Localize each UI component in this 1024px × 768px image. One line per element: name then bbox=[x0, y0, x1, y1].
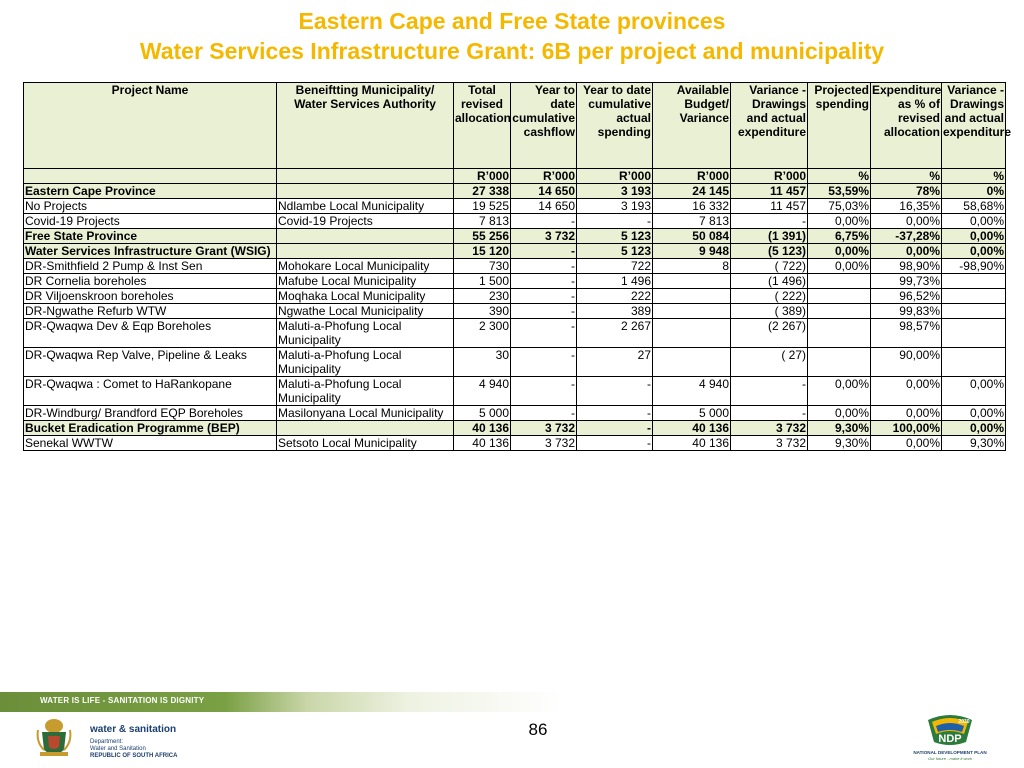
ndp-logo-icon bbox=[913, 712, 987, 768]
title-line-2: Water Services Infrastructure Grant: 6B per project and municipality bbox=[139, 38, 885, 64]
value-cell: 3 193 bbox=[577, 199, 653, 214]
value-cell: 11 457 bbox=[731, 184, 808, 199]
col-header-ytd-cashflow: Year to date cumulative cashflow bbox=[511, 83, 577, 169]
value-cell: 5 123 bbox=[577, 244, 653, 259]
municipality-cell: Ndlambe Local Municipality bbox=[277, 199, 454, 214]
value-cell bbox=[808, 289, 871, 304]
value-cell: - bbox=[511, 406, 577, 421]
value-cell: (1 496) bbox=[731, 274, 808, 289]
units-row bbox=[24, 169, 1006, 184]
value-cell: 2 267 bbox=[577, 319, 653, 348]
value-cell: 730 bbox=[454, 259, 511, 274]
value-cell: 100,00% bbox=[871, 421, 942, 436]
value-cell bbox=[653, 274, 731, 289]
value-cell: 90,00% bbox=[871, 348, 942, 377]
value-cell: - bbox=[511, 244, 577, 259]
title-line-1: Eastern Cape and Free State provinces bbox=[298, 8, 726, 34]
value-cell: 0,00% bbox=[871, 436, 942, 451]
value-cell: 7 813 bbox=[454, 214, 511, 229]
project-name-cell: Senekal WWTW bbox=[24, 436, 277, 451]
value-cell: 40 136 bbox=[454, 436, 511, 451]
value-cell: 0,00% bbox=[942, 406, 1006, 421]
dept-title: water & sanitation bbox=[90, 724, 177, 735]
value-cell: 0,00% bbox=[808, 377, 871, 406]
value-cell: (1 391) bbox=[731, 229, 808, 244]
col-header-project-name: Project Name bbox=[24, 83, 277, 169]
value-cell: 1 496 bbox=[577, 274, 653, 289]
value-cell bbox=[808, 274, 871, 289]
value-cell: -37,28% bbox=[871, 229, 942, 244]
value-cell: 0,00% bbox=[871, 214, 942, 229]
value-cell: 8 bbox=[653, 259, 731, 274]
municipality-cell: Mafube Local Municipality bbox=[277, 274, 454, 289]
value-cell: 0,00% bbox=[808, 406, 871, 421]
table-row bbox=[24, 421, 1006, 436]
value-cell: 0,00% bbox=[808, 214, 871, 229]
value-cell: 96,52% bbox=[871, 289, 942, 304]
value-cell: 222 bbox=[577, 289, 653, 304]
table-row bbox=[24, 214, 1006, 229]
municipality-cell: Mohokare Local Municipality bbox=[277, 259, 454, 274]
unit-cell: % bbox=[808, 169, 871, 184]
value-cell: 9 948 bbox=[653, 244, 731, 259]
unit-cell: R’000 bbox=[731, 169, 808, 184]
value-cell: 7 813 bbox=[653, 214, 731, 229]
municipality-cell: Maluti-a-Phofung Local Municipality bbox=[277, 319, 454, 348]
municipality-cell: Maluti-a-Phofung Local Municipality bbox=[277, 377, 454, 406]
value-cell: 27 bbox=[577, 348, 653, 377]
table-row bbox=[24, 259, 1006, 274]
col-header-variance-pct: Variance - Drawings and actual expenditure bbox=[942, 83, 1006, 169]
value-cell: 5 123 bbox=[577, 229, 653, 244]
ndp-mark: NDP bbox=[938, 733, 962, 745]
value-cell: - bbox=[577, 406, 653, 421]
value-cell bbox=[653, 289, 731, 304]
value-cell: 722 bbox=[577, 259, 653, 274]
value-cell: - bbox=[731, 377, 808, 406]
value-cell: 14 650 bbox=[511, 184, 577, 199]
value-cell: 15 120 bbox=[454, 244, 511, 259]
value-cell: - bbox=[577, 214, 653, 229]
municipality-cell: Maluti-a-Phofung Local Municipality bbox=[277, 348, 454, 377]
grant-table bbox=[23, 82, 1012, 451]
value-cell: 0,00% bbox=[942, 421, 1006, 436]
value-cell: 11 457 bbox=[731, 199, 808, 214]
value-cell: - bbox=[511, 214, 577, 229]
coat-of-arms-icon bbox=[36, 716, 72, 760]
unit-cell: R’000 bbox=[653, 169, 731, 184]
project-name-cell: No Projects bbox=[24, 199, 277, 214]
value-cell bbox=[942, 348, 1006, 377]
value-cell: - bbox=[511, 377, 577, 406]
value-cell: 0,00% bbox=[942, 214, 1006, 229]
value-cell: (5 123) bbox=[731, 244, 808, 259]
project-name-cell: DR-Ngwathe Refurb WTW bbox=[24, 304, 277, 319]
value-cell: 0,00% bbox=[808, 259, 871, 274]
table-row bbox=[24, 274, 1006, 289]
unit-cell: % bbox=[871, 169, 942, 184]
table-row bbox=[24, 319, 1006, 348]
col-header-variance-drawings: Variance - Drawings and actual expenditure bbox=[731, 83, 808, 169]
table-row bbox=[24, 184, 1006, 199]
value-cell: - bbox=[511, 274, 577, 289]
project-name-cell: DR-Qwaqwa Rep Valve, Pipeline & Leaks bbox=[24, 348, 277, 377]
value-cell: - bbox=[577, 436, 653, 451]
value-cell: 0,00% bbox=[808, 244, 871, 259]
unit-cell: R’000 bbox=[454, 169, 511, 184]
unit-cell: R’000 bbox=[577, 169, 653, 184]
municipality-cell bbox=[277, 421, 454, 436]
value-cell bbox=[808, 304, 871, 319]
value-cell: 55 256 bbox=[454, 229, 511, 244]
value-cell: - bbox=[511, 348, 577, 377]
col-header-municipality: Beneiftting Municipality/ Water Services Authority bbox=[277, 83, 454, 169]
table-row bbox=[24, 289, 1006, 304]
value-cell: - bbox=[511, 319, 577, 348]
municipality-cell bbox=[277, 229, 454, 244]
value-cell bbox=[808, 319, 871, 348]
value-cell: - bbox=[577, 421, 653, 436]
value-cell: 4 940 bbox=[653, 377, 731, 406]
ndp-line-2: Our future - make it work bbox=[927, 756, 973, 761]
value-cell bbox=[942, 304, 1006, 319]
value-cell: 27 338 bbox=[454, 184, 511, 199]
header-row bbox=[24, 83, 1006, 169]
project-name-cell: DR Cornelia boreholes bbox=[24, 274, 277, 289]
value-cell: 389 bbox=[577, 304, 653, 319]
unit-cell: % bbox=[942, 169, 1006, 184]
table-row bbox=[24, 377, 1006, 406]
value-cell: 58,68% bbox=[942, 199, 1006, 214]
value-cell: 1 500 bbox=[454, 274, 511, 289]
table-row bbox=[24, 436, 1006, 451]
project-name-cell: Free State Province bbox=[24, 229, 277, 244]
project-name-cell: Water Services Infrastructure Grant (WSIG) bbox=[24, 244, 277, 259]
project-name-cell: DR-Windburg/ Brandford EQP Boreholes bbox=[24, 406, 277, 421]
project-name-cell: DR Viljoenskroon boreholes bbox=[24, 289, 277, 304]
value-cell bbox=[808, 348, 871, 377]
value-cell: 6,75% bbox=[808, 229, 871, 244]
table-row bbox=[24, 348, 1006, 377]
value-cell: 75,03% bbox=[808, 199, 871, 214]
ndp-line-1: NATIONAL DEVELOPMENT PLAN bbox=[913, 750, 987, 755]
value-cell: - bbox=[577, 377, 653, 406]
dept-line-1: Department: bbox=[90, 739, 124, 745]
municipality-cell: Masilonyana Local Municipality bbox=[277, 406, 454, 421]
value-cell bbox=[653, 348, 731, 377]
value-cell bbox=[942, 274, 1006, 289]
project-name-cell: Covid-19 Projects bbox=[24, 214, 277, 229]
value-cell: -98,90% bbox=[942, 259, 1006, 274]
value-cell: - bbox=[511, 259, 577, 274]
value-cell: 16,35% bbox=[871, 199, 942, 214]
value-cell: 98,57% bbox=[871, 319, 942, 348]
value-cell: 30 bbox=[454, 348, 511, 377]
municipality-cell: Covid-19 Projects bbox=[277, 214, 454, 229]
value-cell: 3 732 bbox=[731, 436, 808, 451]
col-header-expenditure-pct: Expenditure as % of revised allocation bbox=[871, 83, 942, 169]
ndp-year: 2030 bbox=[958, 719, 970, 725]
unit-cell bbox=[277, 169, 454, 184]
col-header-ytd-spending: Year to date cumulative actual spending bbox=[577, 83, 653, 169]
project-name-cell: DR-Smithfield 2 Pump & Inst Sen bbox=[24, 259, 277, 274]
project-name-cell: Eastern Cape Province bbox=[24, 184, 277, 199]
value-cell: 4 940 bbox=[454, 377, 511, 406]
value-cell: ( 222) bbox=[731, 289, 808, 304]
value-cell: 14 650 bbox=[511, 199, 577, 214]
value-cell: 3 732 bbox=[731, 421, 808, 436]
slide-title bbox=[0, 6, 1024, 66]
value-cell: ( 27) bbox=[731, 348, 808, 377]
value-cell: 50 084 bbox=[653, 229, 731, 244]
municipality-cell bbox=[277, 244, 454, 259]
unit-cell: R’000 bbox=[511, 169, 577, 184]
value-cell: 9,30% bbox=[942, 436, 1006, 451]
table-row bbox=[24, 199, 1006, 214]
value-cell: 3 732 bbox=[511, 436, 577, 451]
value-cell: 98,90% bbox=[871, 259, 942, 274]
table-body bbox=[24, 184, 1006, 451]
value-cell bbox=[653, 304, 731, 319]
value-cell: ( 722) bbox=[731, 259, 808, 274]
municipality-cell: Setsoto Local Municipality bbox=[277, 436, 454, 451]
value-cell: 24 145 bbox=[653, 184, 731, 199]
value-cell: 16 332 bbox=[653, 199, 731, 214]
value-cell: 53,59% bbox=[808, 184, 871, 199]
value-cell: 19 525 bbox=[454, 199, 511, 214]
value-cell: ( 389) bbox=[731, 304, 808, 319]
value-cell: 2 300 bbox=[454, 319, 511, 348]
municipality-cell: Moqhaka Local Municipality bbox=[277, 289, 454, 304]
value-cell: - bbox=[511, 304, 577, 319]
municipality-cell bbox=[277, 184, 454, 199]
value-cell: 0% bbox=[942, 184, 1006, 199]
value-cell: - bbox=[731, 406, 808, 421]
value-cell: 9,30% bbox=[808, 436, 871, 451]
value-cell: - bbox=[511, 289, 577, 304]
value-cell: 9,30% bbox=[808, 421, 871, 436]
value-cell: (2 267) bbox=[731, 319, 808, 348]
value-cell: 390 bbox=[454, 304, 511, 319]
value-cell: 3 732 bbox=[511, 229, 577, 244]
col-header-available-budget: Available Budget/ Variance bbox=[653, 83, 731, 169]
value-cell bbox=[942, 289, 1006, 304]
unit-cell bbox=[24, 169, 277, 184]
footer-slogan: WATER IS LIFE - SANITATION IS DIGNITY bbox=[40, 696, 205, 705]
value-cell: - bbox=[731, 214, 808, 229]
value-cell bbox=[942, 319, 1006, 348]
value-cell: 40 136 bbox=[653, 436, 731, 451]
value-cell: 40 136 bbox=[653, 421, 731, 436]
value-cell: 5 000 bbox=[653, 406, 731, 421]
value-cell: 3 732 bbox=[511, 421, 577, 436]
table-row bbox=[24, 229, 1006, 244]
col-header-projected-spending: Projected spending bbox=[808, 83, 871, 169]
value-cell: 0,00% bbox=[871, 406, 942, 421]
col-header-total-allocation: Total revised allocation bbox=[454, 83, 511, 169]
value-cell: 78% bbox=[871, 184, 942, 199]
value-cell: 3 193 bbox=[577, 184, 653, 199]
value-cell: 99,73% bbox=[871, 274, 942, 289]
dept-subtitle bbox=[90, 739, 177, 760]
project-name-cell: DR-Qwaqwa Dev & Eqp Boreholes bbox=[24, 319, 277, 348]
table-row bbox=[24, 244, 1006, 259]
value-cell: 0,00% bbox=[942, 229, 1006, 244]
page-number: 86 bbox=[528, 720, 548, 739]
value-cell: 230 bbox=[454, 289, 511, 304]
table-row bbox=[24, 406, 1006, 421]
dept-line-2: Water and Sanitation bbox=[90, 746, 146, 752]
project-name-cell: DR-Qwaqwa : Comet to HaRankopane bbox=[24, 377, 277, 406]
value-cell: 0,00% bbox=[871, 377, 942, 406]
value-cell: 0,00% bbox=[871, 244, 942, 259]
value-cell: 99,83% bbox=[871, 304, 942, 319]
dept-line-3: REPUBLIC OF SOUTH AFRICA bbox=[90, 753, 178, 759]
value-cell: 0,00% bbox=[942, 377, 1006, 406]
municipality-cell: Ngwathe Local Municipality bbox=[277, 304, 454, 319]
project-name-cell: Bucket Eradication Programme (BEP) bbox=[24, 421, 277, 436]
value-cell: 5 000 bbox=[454, 406, 511, 421]
value-cell: 0,00% bbox=[942, 244, 1006, 259]
table-row bbox=[24, 304, 1006, 319]
value-cell: 40 136 bbox=[454, 421, 511, 436]
value-cell bbox=[653, 319, 731, 348]
